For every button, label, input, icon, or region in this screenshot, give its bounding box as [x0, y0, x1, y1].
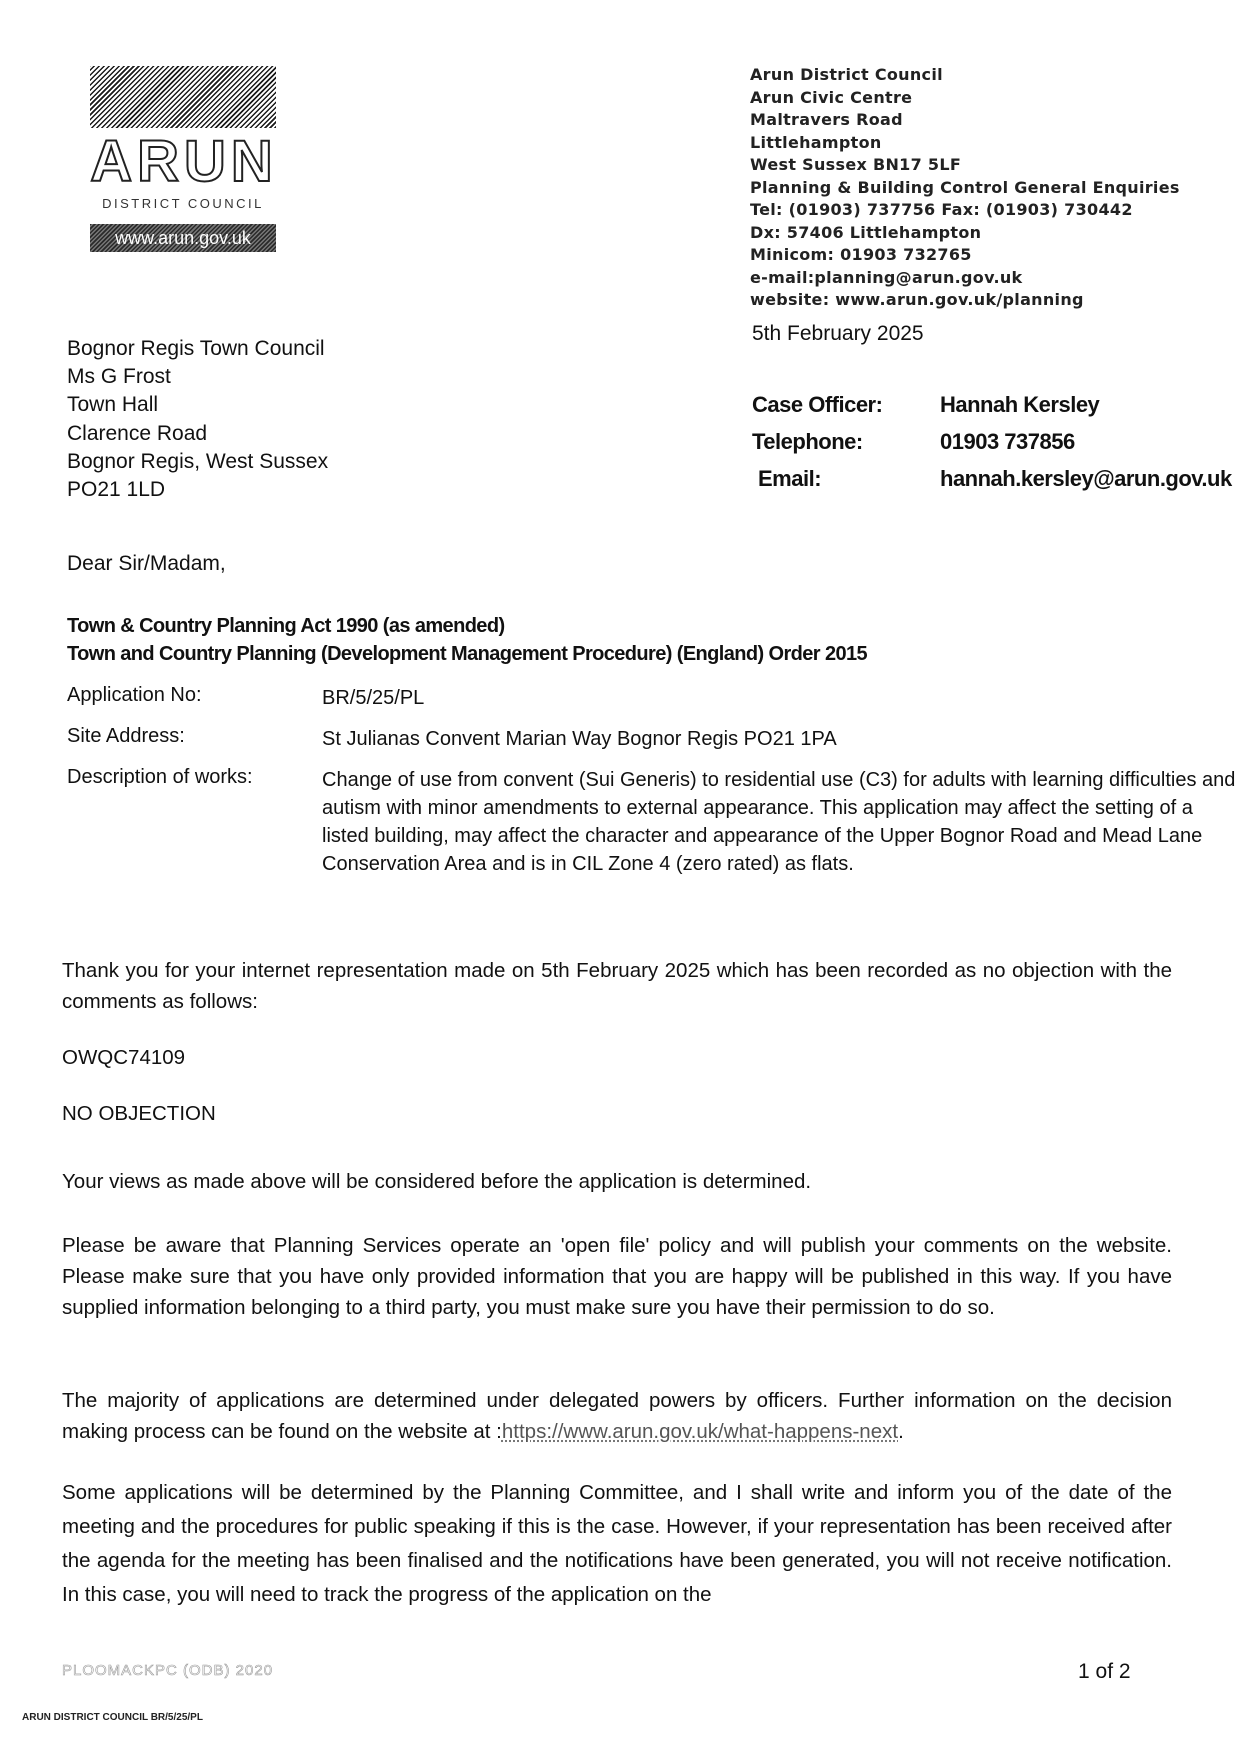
- recipient-line: PO21 1LD: [67, 478, 166, 502]
- wave-emblem-icon: [90, 66, 276, 128]
- council-address-line: Dx: 57406 Littlehampton: [750, 222, 982, 242]
- recipient-line: Town Hall: [67, 393, 159, 417]
- application-number: BR/5/25/PL: [322, 687, 425, 709]
- open-file-paragraph: Please be aware that Planning Services operate an 'open file' policy and will publish your comments on the website. Please make sure that you have only provided information that you are happy will be published in this way. If you have supplied information belonging to a third party, you must make sure you have their permission to do so.: [62, 1234, 1172, 1319]
- delegated-powers-text: The majority of applications are determined under delegated powers by officers. Further information on the decision making process can be found on the website at :: [62, 1389, 1172, 1443]
- recipient-address: [67, 335, 328, 504]
- site-address-label: Site Address:: [67, 725, 185, 747]
- page-number: 1 of 2: [1078, 1660, 1131, 1683]
- delegated-powers-paragraph: [62, 1385, 1172, 1447]
- link-end: .: [898, 1420, 904, 1443]
- application-details: [67, 684, 1240, 891]
- council-address-line: Minicom: 01903 732765: [750, 245, 972, 264]
- letter-date: 5th February 2025: [752, 322, 924, 345]
- form-code: PLOOMACKPC (ODB) 2020: [62, 1662, 274, 1679]
- council-address-line: Planning & Building Control General Enquiries: [750, 177, 1180, 197]
- salutation: Dear Sir/Madam,: [67, 552, 226, 575]
- description-label: Description of works:: [67, 766, 253, 788]
- council-address-line: Littlehampton: [750, 132, 882, 152]
- council-address: [750, 64, 1180, 312]
- logo-wordmark: ARUN: [90, 129, 278, 194]
- recipient-line: Bognor Regis, West Sussex: [67, 449, 329, 473]
- recipient-line: Bognor Regis Town Council: [67, 337, 325, 360]
- thanks-paragraph: Thank you for your internet representation made on 5th February 2025 which has been recorded as no objection with the comments as follows:: [62, 959, 1172, 1013]
- council-address-line: e-mail:planning@arun.gov.uk: [750, 267, 1023, 287]
- description-of-works: Change of use from convent (Sui Generis) to residential use (C3) for adults with learning difficulties and autism with minor amendments to external appearance. This application may affect the setting of a listed building, may affect the character and appearance of the Upper Bognor Road and Mead Lane Conservation Area and is in CIL Zone 4 (zero rated) as flats.: [322, 769, 1236, 875]
- email-label: Email:: [758, 466, 822, 491]
- footer-reference: ARUN DISTRICT COUNCIL BR/5/25/PL: [22, 1712, 203, 1723]
- council-address-line: Maltravers Road: [750, 110, 903, 129]
- council-address-line: Arun Civic Centre: [750, 87, 913, 107]
- telephone-value: 01903 737856: [940, 429, 1075, 454]
- logo-url: www.arun.gov.uk: [90, 224, 276, 252]
- comment-text: NO OBJECTION: [62, 1102, 216, 1125]
- case-officer-name: Hannah Kersley: [940, 392, 1100, 417]
- council-address-line: Tel: (01903) 737756 Fax: (01903) 730442: [750, 200, 1133, 219]
- telephone-label: Telephone:: [752, 429, 863, 454]
- legislation-line: Town & Country Planning Act 1990 (as amended): [67, 615, 505, 637]
- representation-reference: OWQC74109: [62, 1046, 186, 1069]
- council-address-line: website: www.arun.gov.uk/planning: [750, 290, 1084, 309]
- council-address-line: Arun District Council: [750, 65, 943, 84]
- legislation-heading: [67, 612, 867, 668]
- application-number-label: Application No:: [67, 684, 202, 706]
- recipient-line: Ms G Frost: [67, 365, 171, 389]
- committee-paragraph: Some applications will be determined by the Planning Committee, and I shall write and inform you of the date of the meeting and the procedures for public speaking if this is the case. However, if your representation has been received after the agenda for the meeting has been finalised and the notifications have been generated, you will not receive notification. In this case, you will need to track the progress of the application on the: [62, 1481, 1172, 1606]
- email-value[interactable]: hannah.kersley@arun.gov.uk: [940, 466, 1232, 491]
- recipient-line: Clarence Road: [67, 421, 208, 445]
- what-happens-next-link[interactable]: https://www.arun.gov.uk/what-happens-next: [501, 1420, 899, 1443]
- site-address: St Julianas Convent Marian Way Bognor Regis PO21 1PA: [322, 728, 837, 750]
- logo-subtitle: DISTRICT COUNCIL: [102, 196, 264, 211]
- case-officer-label: Case Officer:: [752, 392, 883, 417]
- council-address-line: West Sussex BN17 5LF: [750, 155, 962, 174]
- legislation-line: Town and Country Planning (Development Management Procedure) (England) Order 2015: [67, 643, 868, 665]
- views-paragraph: Your views as made above will be considered before the application is determined.: [62, 1170, 812, 1193]
- council-logo: [88, 66, 278, 258]
